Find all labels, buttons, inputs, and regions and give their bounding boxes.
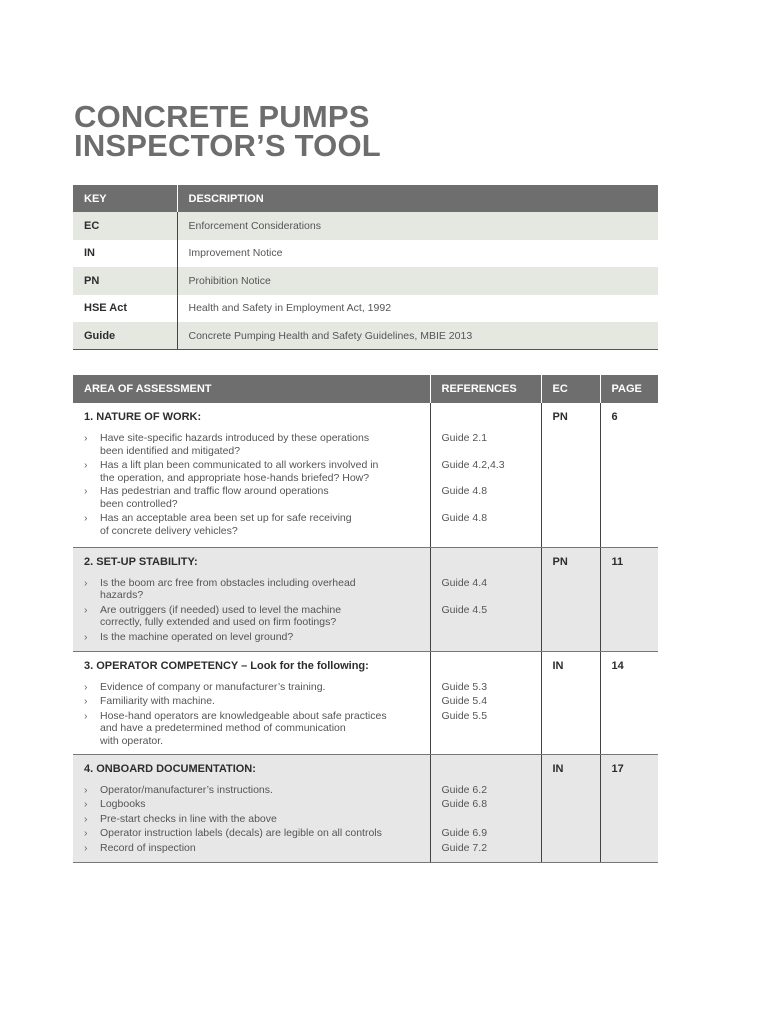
list-item: [84, 813, 430, 828]
key-header: KEY: [73, 185, 177, 212]
item-line: the operation, and appropriate hose-hands briefed? How?: [100, 471, 370, 484]
reference-item: Guide 4.2,4.3: [441, 459, 505, 471]
item-line: and have a predetermined method of communication: [100, 722, 346, 734]
list-item: [84, 798, 430, 813]
page-title: [74, 99, 381, 163]
list-item: [84, 695, 430, 710]
list-item: [84, 631, 430, 644]
item-line: Has pedestrian and traffic flow around operations: [100, 485, 329, 497]
item-list: [84, 681, 430, 748]
assessment-table: [73, 375, 658, 863]
item-line: been controlled?: [100, 497, 178, 510]
page-value: 11: [611, 555, 624, 568]
reference-item: Guide 5.5: [441, 709, 488, 722]
assessment-section: [73, 754, 658, 862]
reference-item: Guide 6.8: [441, 798, 488, 810]
reference-item: Guide 5.3: [441, 680, 488, 693]
description-cell: Concrete Pumping Health and Safety Guidelines, MBIE 2013: [177, 322, 658, 350]
list-item: [84, 710, 430, 748]
key-row: [73, 322, 658, 350]
list-item: [84, 577, 430, 604]
item-line: Familiarity with machine.: [100, 695, 215, 707]
reference-item: Guide 4.8: [441, 512, 488, 524]
item-line: Is the machine operated on level ground?: [100, 630, 294, 643]
item-line: of concrete delivery vehicles?: [100, 524, 238, 537]
reference-item: Guide 6.9: [441, 827, 488, 839]
key-cell: Guide: [73, 322, 177, 350]
area-header: AREA OF ASSESSMENT: [73, 375, 430, 403]
references-header: REFERENCES: [430, 375, 541, 403]
list-item: [84, 784, 430, 799]
assessment-table-header: [73, 375, 658, 403]
item-line: Record of inspection: [100, 841, 196, 854]
reference-item: Guide 4.5: [441, 603, 488, 616]
item-list: [84, 432, 430, 537]
reference-item: Guide 4.8: [441, 485, 488, 497]
description-cell: Health and Safety in Employment Act, 1992: [188, 302, 392, 315]
list-item: [84, 432, 430, 459]
item-line: Evidence of company or manufacturer’s training.: [100, 680, 326, 693]
ec-value: PN: [552, 555, 568, 568]
key-cell: EC: [73, 212, 177, 240]
item-line: Has an acceptable area been set up for safe receiving: [100, 512, 352, 524]
reference-item: Guide 7.2: [441, 841, 488, 854]
item-line: Have site-specific hazards introduced by these operations: [100, 432, 370, 444]
page-header: PAGE: [600, 375, 658, 403]
reference-item: Guide 5.4: [441, 695, 488, 707]
key-table-header: [73, 185, 658, 212]
key-row: [73, 212, 658, 240]
description-header: DESCRIPTION: [177, 185, 658, 212]
item-line: Pre-start checks in line with the above: [100, 812, 277, 825]
item-list: [84, 784, 430, 855]
page-value: 14: [611, 659, 624, 672]
list-item: [84, 842, 430, 855]
list-item: [84, 485, 430, 512]
key-row: [73, 295, 658, 323]
item-line: Has a lift plan been communicated to all workers involved in: [100, 459, 379, 471]
title-line-2: INSPECTOR’S TOOL: [74, 128, 381, 163]
description-cell: Enforcement Considerations: [177, 212, 658, 240]
key-cell: IN: [73, 240, 177, 268]
section-title: 2. SET-UP STABILITY:: [84, 555, 198, 568]
assessment-section: [73, 547, 658, 651]
list-item: [84, 681, 430, 696]
item-line: Is the boom arc free from obstacles including overhead: [100, 576, 356, 589]
item-line: Logbooks: [100, 798, 146, 810]
section-title: 1. NATURE OF WORK:: [84, 411, 202, 423]
reference-list: [442, 432, 541, 525]
description-cell: Improvement Notice: [188, 247, 283, 260]
ec-value: IN: [552, 762, 564, 775]
list-item: [84, 512, 430, 537]
title-line-1: CONCRETE PUMPS: [74, 99, 370, 134]
ec-header: EC: [541, 375, 600, 403]
ec-value: IN: [552, 659, 564, 672]
key-row: [73, 240, 658, 268]
reference-list: [442, 681, 541, 723]
reference-item: [442, 813, 541, 828]
assessment-section: [73, 651, 658, 754]
reference-item: Guide 6.2: [441, 783, 488, 796]
reference-list: [442, 784, 541, 855]
item-line: correctly, fully extended and used on firm footings?: [100, 616, 337, 628]
item-line: Are outriggers (if needed) used to level the machine: [100, 603, 342, 616]
page-value: 17: [611, 762, 624, 775]
ec-value: PN: [552, 411, 568, 423]
reference-list: [442, 577, 541, 631]
list-item: [84, 604, 430, 631]
description-cell: Prohibition Notice: [177, 267, 658, 295]
assessment-section: [73, 403, 658, 547]
key-cell: PN: [73, 267, 177, 295]
reference-item: Guide 2.1: [441, 432, 488, 444]
key-table: [73, 185, 658, 350]
item-line: hazards?: [100, 589, 144, 601]
item-line: Hose-hand operators are knowledgeable about safe practices: [100, 709, 387, 722]
section-title: 3. OPERATOR COMPETENCY – Look for the following:: [84, 659, 369, 672]
key-row: [73, 267, 658, 295]
list-item: [84, 459, 430, 485]
item-line: Operator instruction labels (decals) are legible on all controls: [100, 827, 382, 839]
item-line: been identified and mitigated?: [100, 444, 241, 457]
item-list: [84, 577, 430, 644]
list-item: [84, 827, 430, 842]
key-cell: HSE Act: [73, 295, 177, 323]
page-value: 6: [611, 411, 618, 423]
item-line: with operator.: [100, 734, 164, 747]
reference-item: Guide 4.4: [441, 576, 488, 589]
section-title: 4. ONBOARD DOCUMENTATION:: [84, 762, 256, 775]
item-line: Operator/manufacturer’s instructions.: [100, 783, 273, 796]
